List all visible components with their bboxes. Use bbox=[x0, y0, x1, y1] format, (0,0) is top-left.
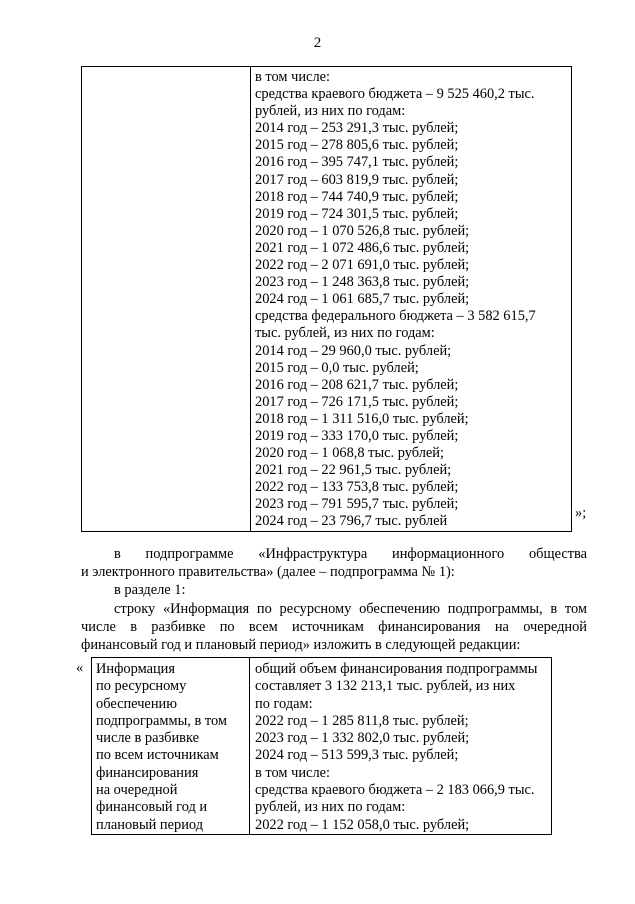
column-divider bbox=[250, 67, 251, 531]
table-line: 2024 год – 513 599,3 тыс. рублей; bbox=[255, 747, 459, 764]
column-divider bbox=[249, 658, 250, 834]
table-line: 2022 год – 1 152 058,0 тыс. рублей; bbox=[255, 816, 470, 833]
table-line: 2015 год – 0,0 тыс. рублей; bbox=[255, 359, 419, 376]
table-line: тыс. рублей, из них по годам: bbox=[255, 325, 435, 342]
paragraph-section: в разделе 1: bbox=[114, 582, 186, 598]
table-line: 2016 год – 208 621,7 тыс. рублей; bbox=[255, 376, 459, 393]
opening-quote-mark: « bbox=[76, 660, 84, 676]
table-line: средства федерального бюджета – 3 582 615,7 bbox=[255, 308, 536, 325]
funding-details-cell bbox=[255, 69, 567, 531]
funding-details-cell bbox=[255, 661, 549, 834]
table-line: 2022 год – 1 285 811,8 тыс. рублей; bbox=[255, 712, 469, 729]
table-line: средства краевого бюджета – 2 183 066,9 тыс. bbox=[255, 782, 535, 799]
table-line: составляет 3 132 213,1 тыс. рублей, из них bbox=[255, 678, 516, 695]
row-label-line: финансирования bbox=[96, 764, 199, 781]
table-line: средства краевого бюджета – 9 525 460,2 тыс. bbox=[255, 86, 535, 103]
paragraph-subprogram-line1: в подпрограмме «Инфраструктура информационного общества bbox=[114, 546, 587, 562]
paragraph-subprogram-line2: и электронного правительства» (далее – подпрограмма № 1): bbox=[81, 564, 455, 580]
table-line: 2019 год – 333 170,0 тыс. рублей; bbox=[255, 427, 459, 444]
funding-table-continuation bbox=[81, 66, 572, 532]
table-line: 2023 год – 1 248 363,8 тыс. рублей; bbox=[255, 274, 470, 291]
page-number: 2 bbox=[313, 35, 322, 51]
table-line: общий объем финансирования подпрограммы bbox=[255, 661, 538, 677]
table-line: 2024 год – 23 796,7 тыс. рублей bbox=[255, 513, 448, 530]
paragraph-instruction-line2: числе в разбивке по всем источникам финансирования на очередной bbox=[81, 619, 587, 635]
row-label-line: обеспечению bbox=[96, 695, 177, 712]
row-label-line: финансовый год и bbox=[96, 799, 208, 816]
table-line: 2020 год – 1 068,8 тыс. рублей; bbox=[255, 445, 444, 462]
table-line: в том числе: bbox=[255, 69, 331, 85]
table-line: в том числе: bbox=[255, 764, 331, 781]
table-line: 2016 год – 395 747,1 тыс. рублей; bbox=[255, 154, 459, 171]
table-line: 2019 год – 724 301,5 тыс. рублей; bbox=[255, 205, 459, 222]
table-line: 2022 год – 2 071 691,0 тыс. рублей; bbox=[255, 257, 470, 274]
table-line: 2023 год – 791 595,7 тыс. рублей; bbox=[255, 496, 459, 513]
closing-quote-mark: »; bbox=[575, 505, 587, 521]
table-line: 2017 год – 726 171,5 тыс. рублей; bbox=[255, 393, 459, 410]
table-line: 2018 год – 744 740,9 тыс. рублей; bbox=[255, 188, 459, 205]
row-label-line: числе в разбивке bbox=[96, 730, 199, 747]
row-label-line: Информация bbox=[96, 661, 176, 677]
table-line: 2018 год – 1 311 516,0 тыс. рублей; bbox=[255, 410, 469, 427]
table-line: 2022 год – 133 753,8 тыс. рублей; bbox=[255, 479, 459, 496]
row-label-line: на очередной bbox=[96, 782, 178, 799]
table-line: 2023 год – 1 332 802,0 тыс. рублей; bbox=[255, 730, 470, 747]
table-line: 2014 год – 253 291,3 тыс. рублей; bbox=[255, 120, 459, 137]
table-line: 2021 год – 1 072 486,6 тыс. рублей; bbox=[255, 239, 470, 256]
row-label-cell bbox=[96, 661, 246, 834]
paragraph-instruction-line1: строку «Информация по ресурсному обеспечению подпрограммы, в том bbox=[114, 601, 587, 617]
table-line: по годам: bbox=[255, 695, 313, 712]
paragraph-instruction-line3: финансовый год и плановый период» изложить в следующей редакции: bbox=[81, 637, 521, 653]
row-label-line: по всем источникам bbox=[96, 747, 219, 764]
table-line: рублей, из них по годам: bbox=[255, 799, 406, 816]
table-line: 2017 год – 603 819,9 тыс. рублей; bbox=[255, 171, 459, 188]
row-label-line: подпрограммы, в том bbox=[96, 712, 227, 729]
row-label-line: по ресурсному bbox=[96, 678, 187, 695]
table-line: 2021 год – 22 961,5 тыс. рублей; bbox=[255, 462, 452, 479]
table-line: 2014 год – 29 960,0 тыс. рублей; bbox=[255, 342, 452, 359]
table-line: 2024 год – 1 061 685,7 тыс. рублей; bbox=[255, 291, 470, 308]
row-label-line: плановый период bbox=[96, 816, 204, 833]
table-line: 2020 год – 1 070 526,8 тыс. рублей; bbox=[255, 222, 470, 239]
table-line: 2015 год – 278 805,6 тыс. рублей; bbox=[255, 137, 459, 154]
funding-info-table bbox=[91, 657, 552, 835]
table-line: рублей, из них по годам: bbox=[255, 103, 406, 120]
